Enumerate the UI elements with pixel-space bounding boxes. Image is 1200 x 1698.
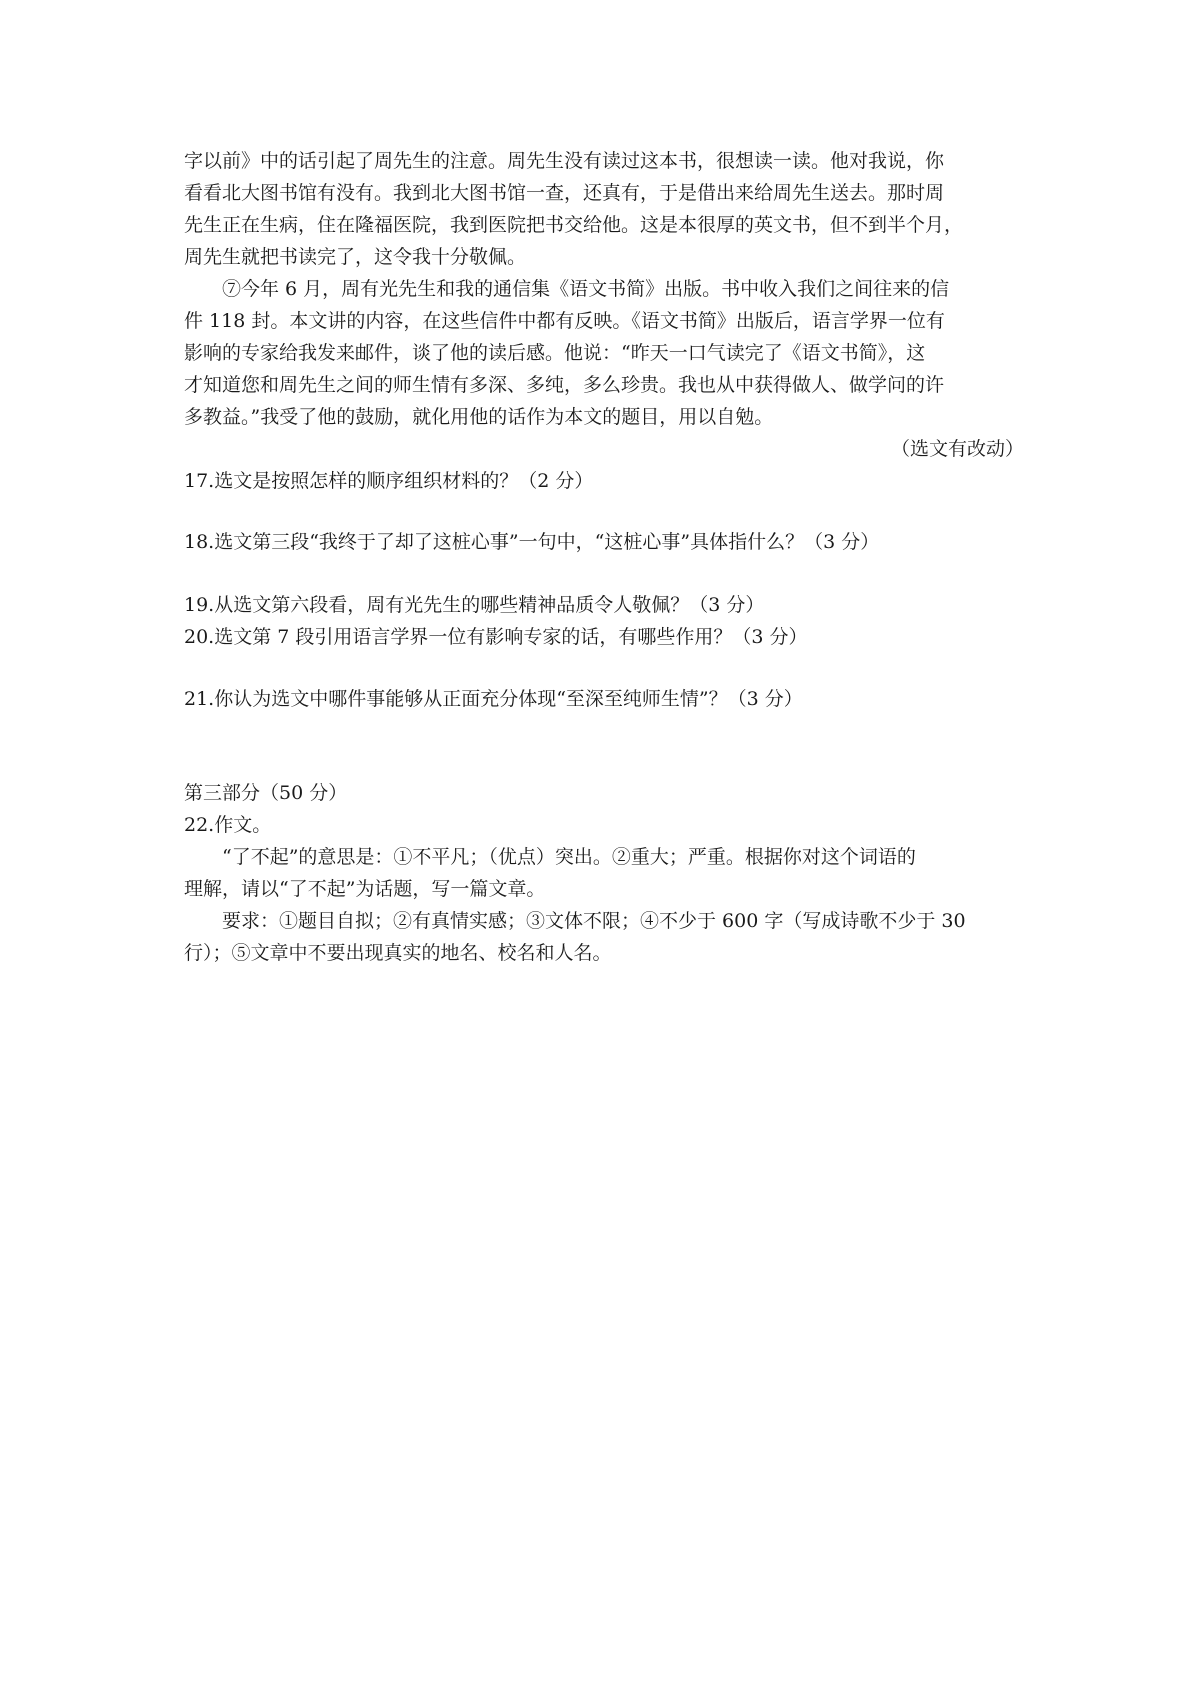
passage-line: 字以前》中的话引起了周先生的注意。周先生没有读过这本书，很想读一读。他对我说，你 bbox=[184, 150, 945, 172]
source-note: （选文有改动） bbox=[890, 438, 1024, 460]
composition-task: 22.作文。 bbox=[184, 814, 272, 836]
composition-prompt-line: 理解，请以“了不起”为话题，写一篇文章。 bbox=[184, 878, 546, 900]
question-17: 17.选文是按照怎样的顺序组织材料的？（2 分） bbox=[184, 470, 594, 492]
passage-line: 先生正在生病，住在隆福医院，我到医院把书交给他。这是本很厚的英文书，但不到半个月， bbox=[184, 214, 964, 236]
passage-line: 影响的专家给我发来邮件，谈了他的读后感。他说：“昨天一口气读完了《语文书简》，这 bbox=[184, 342, 926, 364]
passage-line: 多教益。”我受了他的鼓励，就化用他的话作为本文的题目，用以自勉。 bbox=[184, 406, 774, 428]
question-21: 21.你认为选文中哪件事能够从正面充分体现“至深至纯师生情”？（3 分） bbox=[184, 688, 803, 710]
passage-line: ⑦今年 6 月，周有光先生和我的通信集《语文书简》出版。书中收入我们之间往来的信 bbox=[222, 278, 950, 300]
composition-prompt-line: “了不起”的意思是：①不平凡；（优点）突出。②重大；严重。根据你对这个词语的 bbox=[222, 846, 916, 868]
passage-line: 看看北大图书馆有没有。我到北大图书馆一查，还真有，于是借出来给周先生送去。那时周 bbox=[184, 182, 945, 204]
question-19: 19.从选文第六段看，周有光先生的哪些精神品质令人敬佩？（3 分） bbox=[184, 594, 765, 616]
question-20: 20.选文第 7 段引用语言学界一位有影响专家的话，有哪些作用？（3 分） bbox=[184, 626, 808, 648]
composition-requirement-line: 要求：①题目自拟；②有真情实感；③文体不限；④不少于 600 字（写成诗歌不少于 30 bbox=[222, 910, 966, 932]
part3-heading: 第三部分（50 分） bbox=[184, 782, 348, 804]
composition-requirement-line: 行）；⑤文章中不要出现真实的地名、校名和人名。 bbox=[184, 942, 612, 964]
passage-line: 件 118 封。本文讲的内容，在这些信件中都有反映。《语文书简》出版后，语言学界一位有 bbox=[184, 310, 945, 332]
question-18: 18.选文第三段“我终于了却了这桩心事”一句中，“这桩心事”具体指什么？（3 分） bbox=[184, 531, 880, 553]
passage-line: 周先生就把书读完了，这令我十分敬佩。 bbox=[184, 246, 527, 268]
passage-line: 才知道您和周先生之间的师生情有多深、多纯，多么珍贵。我也从中获得做人、做学问的许 bbox=[184, 374, 945, 396]
